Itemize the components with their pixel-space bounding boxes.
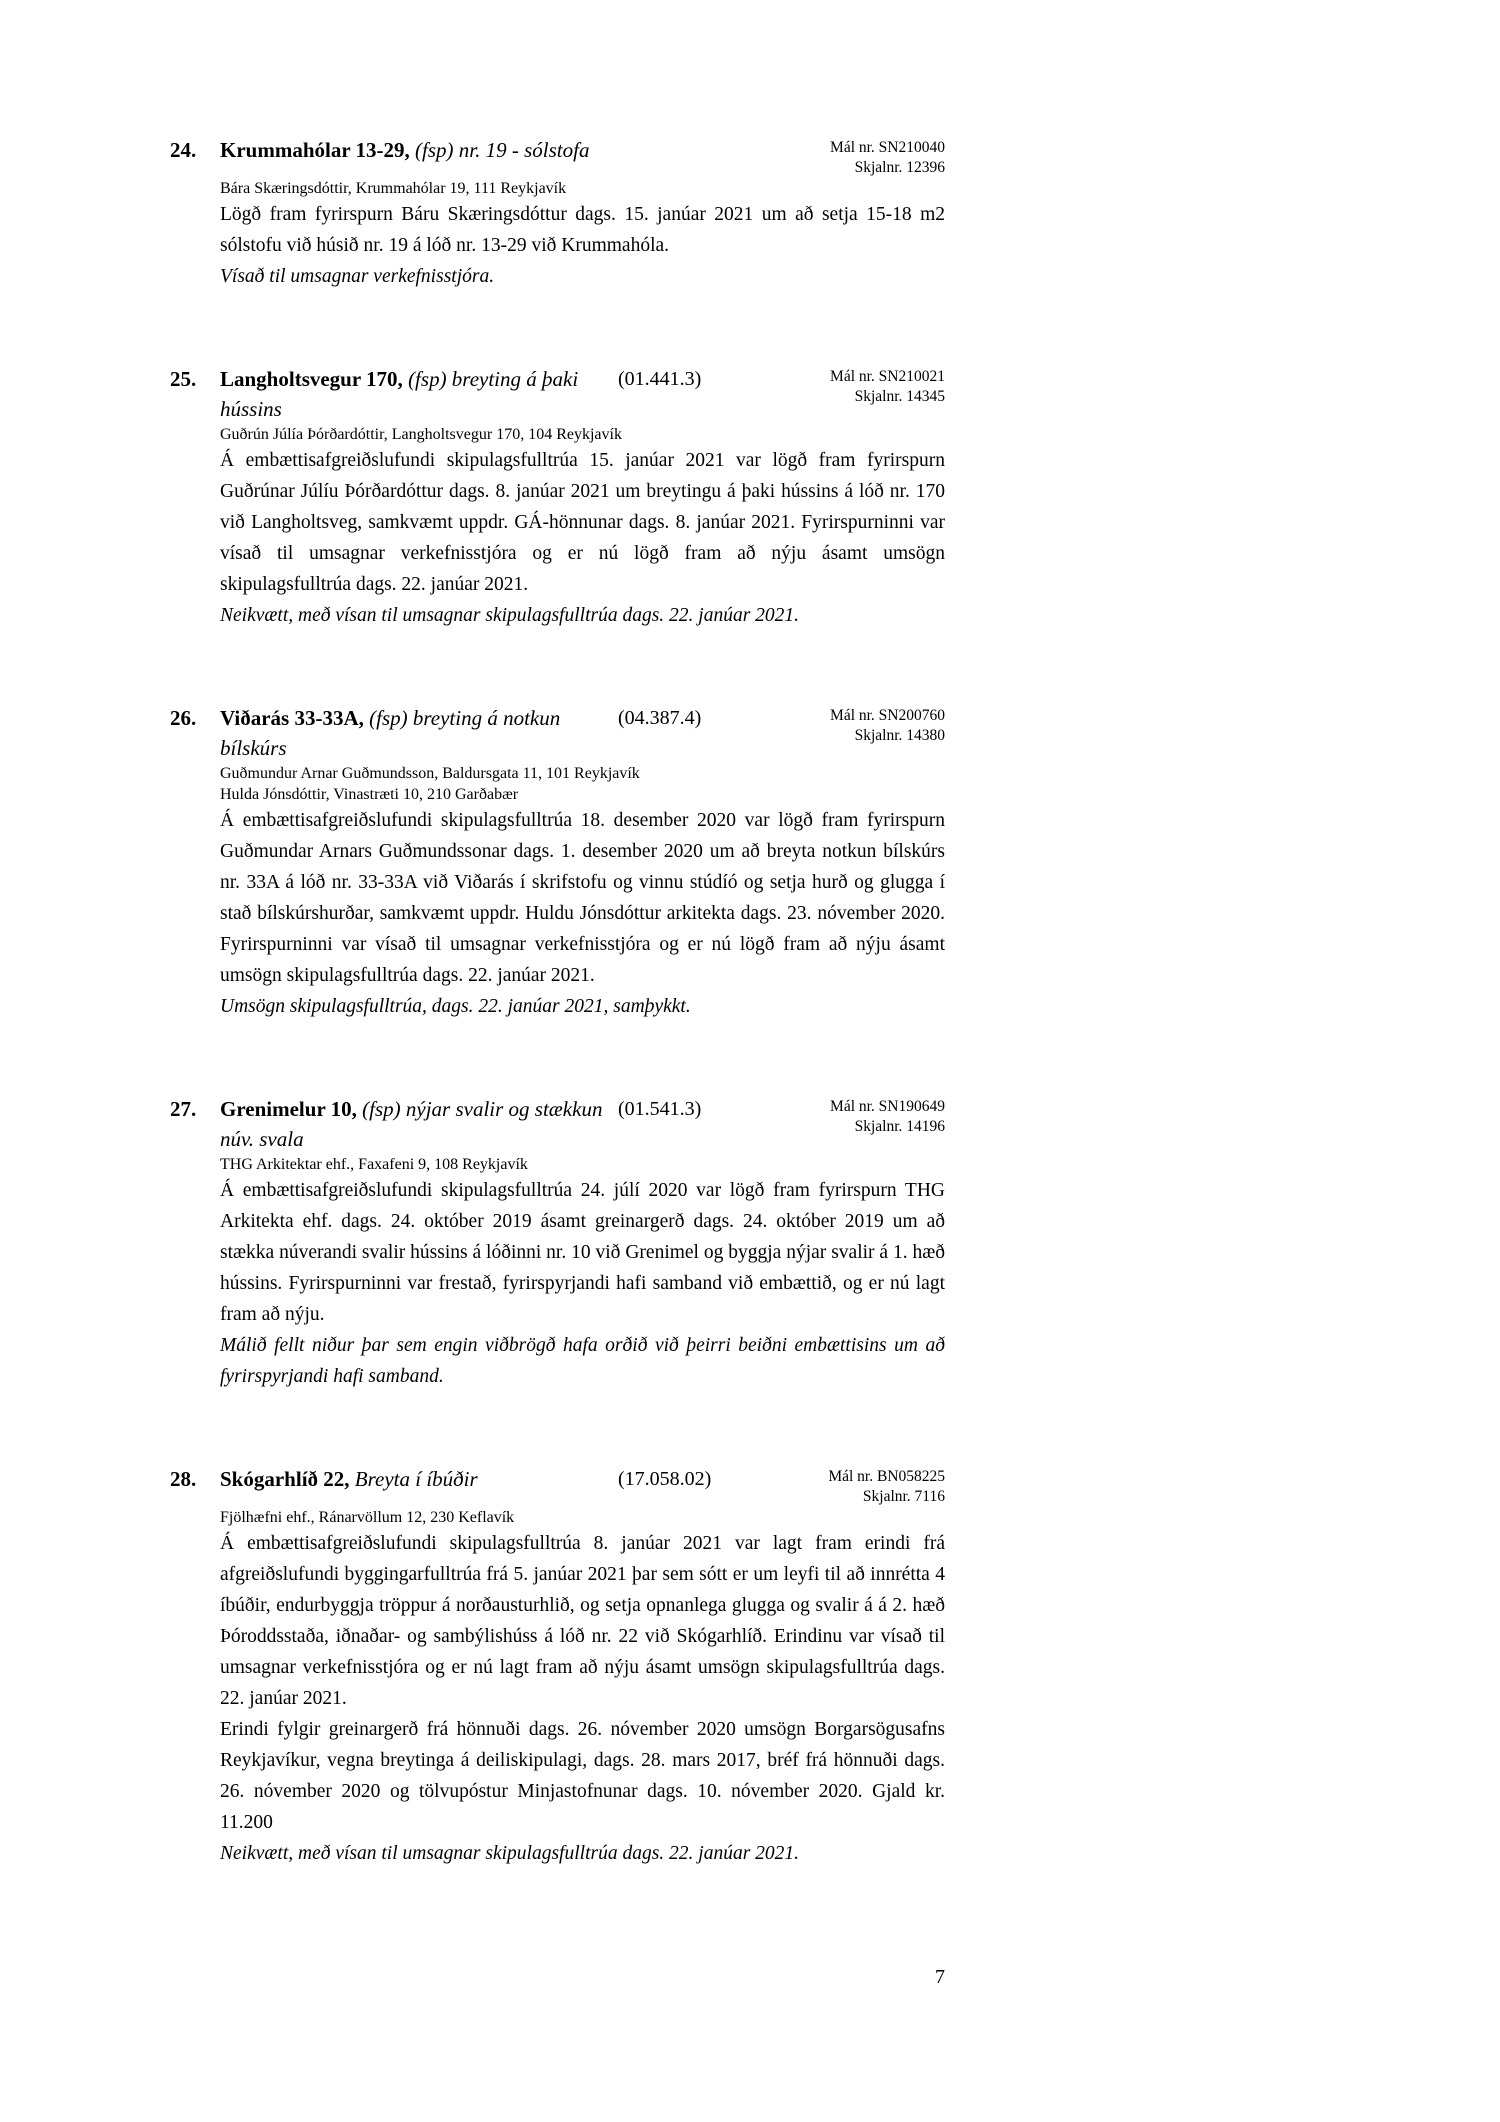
item-header: [170, 703, 945, 763]
item-number: 24.: [170, 138, 197, 162]
item-subtitle: Breyta í íbúðir: [354, 1467, 478, 1491]
item-code: (01.541.3): [618, 1098, 702, 1120]
applicant-line: Bára Skæringsdóttir, Krummahólar 19, 111 Reykjavík: [220, 180, 567, 197]
item-paragraph: Á embættisafgreiðslufundi skipulagsfulltrúa 24. júlí 2020 var lögð fram fyrirspurn THG Arkitekta ehf. dags. 24. október 2019 ásamt greinargerð dags. 24. október 2019 um að stækka núverandi svalir hússins á lóðinni nr. 10 við Grenimel og byggja nýjar svalir á 1. hæð hússins. Fyrirspurninni var frestað, fyrirspyrjandi hafi samband við embættið, og er nú lagt fram að nýju.: [220, 1180, 945, 1325]
item-paragraph: Á embættisafgreiðslufundi skipulagsfulltrúa 18. desember 2020 var lögð fram fyrirspurn Guðmundar Arnars Guðmundssonar dags. 1. desember 2020 um að breyta notkun bílskúrs nr. 33A á lóð nr. 33-33A við Viðarás í skrifstofu og vinnu stúdíó og setja hurð og glugga í stað bílskúrshurðar, samkvæmt uppdr. Huldu Jónsdóttur arkitekta dags. 23. nóvember 2020. Fyrirspurninni var vísað til umsagnar verkefnisstjóra og er nú lögð fram að nýju ásamt umsögn skipulagsfulltrúa dags. 22. janúar 2021.: [220, 810, 945, 986]
case-number: Mál nr. BN058225: [828, 1468, 945, 1485]
case-number: Mál nr. SN210021: [830, 368, 945, 385]
applicant-line: Guðrún Júlía Þórðardóttir, Langholtsvegur 170, 104 Reykjavík: [220, 426, 622, 443]
agenda-item: [170, 364, 945, 631]
item-case-block: [730, 1094, 945, 1137]
item-number: 25.: [170, 367, 197, 391]
item-conclusion: Neikvætt, með vísan til umsagnar skipulagsfulltrúa dags. 22. janúar 2021.: [220, 1843, 800, 1864]
item-title: [220, 364, 618, 424]
item-code: (17.058.02): [618, 1468, 712, 1490]
item-address: Grenimelur 10,: [220, 1097, 357, 1121]
item-subtitle: (fsp) breyting á þaki hússins: [220, 367, 579, 421]
applicant-line: Guðmundur Arnar Guðmundsson, Baldursgata 11, 101 Reykjavík: [220, 765, 640, 782]
agenda-item: [170, 1464, 945, 1869]
applicant-line: THG Arkitektar ehf., Faxafeni 9, 108 Reykjavík: [220, 1156, 528, 1173]
document-number: Skjalnr. 14196: [854, 1118, 945, 1135]
item-conclusion: Vísað til umsagnar verkefnisstjóra.: [220, 266, 495, 287]
item-header: [170, 1094, 945, 1154]
case-number: Mál nr. SN200760: [830, 707, 945, 724]
item-title: [220, 1094, 618, 1154]
applicant-line: Hulda Jónsdóttir, Vinastræti 10, 210 Garðabær: [220, 786, 519, 803]
item-address: Langholtsvegur 170,: [220, 367, 403, 391]
item-header: [170, 1464, 945, 1507]
document-number: Skjalnr. 14380: [854, 727, 945, 744]
item-address: Krummahólar 13-29,: [220, 138, 410, 162]
page-number: 7: [935, 1966, 945, 1988]
agenda-item: [170, 135, 945, 292]
item-number: 26.: [170, 706, 197, 730]
item-code: (04.387.4): [618, 707, 702, 729]
item-title: [220, 703, 618, 763]
item-conclusion: Málið fellt niður þar sem engin viðbrögð hafa orðið við þeirri beiðni embættisins um að fyrirspyrjandi hafi samband.: [220, 1335, 945, 1387]
item-case-block: [730, 703, 945, 746]
case-number: Mál nr. SN190649: [830, 1098, 945, 1115]
item-paragraph: Lögð fram fyrirspurn Báru Skæringsdóttur dags. 15. janúar 2021 um að setja 15-18 m2 sólstofu við húsið nr. 19 á lóð nr. 13-29 við Krummahóla.: [220, 204, 945, 256]
item-address: Viðarás 33-33A,: [220, 706, 364, 730]
item-number: 27.: [170, 1097, 197, 1121]
item-subtitle: (fsp) nr. 19 - sólstofa: [415, 138, 590, 162]
item-header: [170, 364, 945, 424]
applicant-line: Fjölhæfni ehf., Ránarvöllum 12, 230 Keflavík: [220, 1509, 515, 1526]
agenda-item: [170, 1094, 945, 1392]
item-number: 28.: [170, 1467, 197, 1491]
document-number: Skjalnr. 7116: [862, 1488, 945, 1505]
item-conclusion: Neikvætt, með vísan til umsagnar skipulagsfulltrúa dags. 22. janúar 2021.: [220, 605, 800, 626]
document-number: Skjalnr. 14345: [854, 388, 945, 405]
item-paragraph: Erindi fylgir greinargerð frá hönnuði dags. 26. nóvember 2020 umsögn Borgarsögusafns Reykjavíkur, vegna breytinga á deiliskipulagi, dags. 28. mars 2017, bréf frá hönnuði dags. 26. nóvember 2020 og tölvupóstur Minjastofnunar dags. 10. nóvember 2020. Gjald kr. 11.200: [220, 1719, 945, 1833]
item-subtitle: (fsp) breyting á notkun bílskúrs: [220, 706, 561, 760]
item-header: [170, 135, 945, 178]
item-title: [220, 135, 618, 165]
document-number: Skjalnr. 12396: [854, 159, 945, 176]
item-address: Skógarhlíð 22,: [220, 1467, 350, 1491]
item-paragraph: Á embættisafgreiðslufundi skipulagsfulltrúa 15. janúar 2021 var lögð fram fyrirspurn Guðrúnar Júlíu Þórðardóttur dags. 8. janúar 2021 um breytingu á þaki hússins á lóð nr. 170 við Langholtsveg, samkvæmt uppdr. GÁ-hönnunar dags. 8. janúar 2021. Fyrirspurninni var vísað til umsagnar verkefnisstjóra og er nú lögð fram að nýju ásamt umsögn skipulagsfulltrúa dags. 22. janúar 2021.: [220, 450, 945, 595]
item-title: [220, 1464, 618, 1494]
agenda-item: [170, 703, 945, 1022]
item-case-block: [730, 1464, 945, 1507]
item-case-block: [730, 135, 945, 178]
item-conclusion: Umsögn skipulagsfulltrúa, dags. 22. janúar 2021, samþykkt.: [220, 996, 691, 1017]
case-number: Mál nr. SN210040: [830, 139, 945, 156]
item-subtitle: (fsp) nýjar svalir og stækkun núv. svala: [220, 1097, 603, 1151]
item-case-block: [730, 364, 945, 407]
item-paragraph: Á embættisafgreiðslufundi skipulagsfulltrúa 8. janúar 2021 var lagt fram erindi frá afgreiðslufundi byggingarfulltrúa frá 5. janúar 2021 þar sem sótt er um leyfi til að innrétta 4 íbúðir, endurbyggja tröppur á norðausturhlið, og setja opnanlega glugga og svalir á á 2. hæð Þóroddsstaða, iðnaðar- og sambýlishúss á lóð nr. 22 við Skógarhlíð. Erindinu var vísað til umsagnar verkefnisstjóra og er nú lagt fram að nýju ásamt umsögn skipulagsfulltrúa dags. 22. janúar 2021.: [220, 1533, 945, 1709]
item-code: (01.441.3): [618, 368, 702, 390]
